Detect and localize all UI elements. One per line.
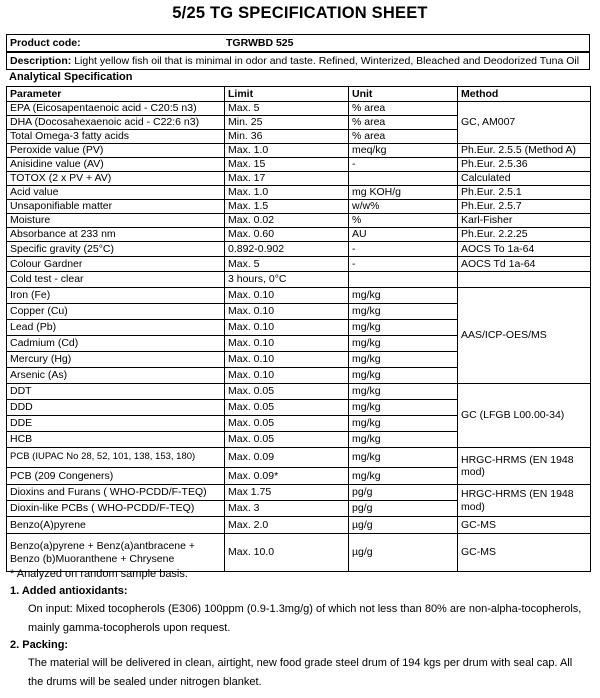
- description-row: [6, 52, 590, 70]
- col-header: Limit: [225, 87, 349, 102]
- limit-cell: Min. 36: [225, 130, 349, 144]
- unit-cell: w/w%: [349, 200, 458, 214]
- product-code-row: [6, 34, 590, 52]
- table-row: [7, 288, 591, 304]
- unit-cell: [349, 172, 458, 186]
- method-cell: AAS/ICP-OES/MS: [458, 288, 591, 384]
- unit-cell: mg/kg: [349, 288, 458, 304]
- unit-cell: mg/kg: [349, 352, 458, 368]
- spec-table: [6, 86, 591, 572]
- param-cell: Cold test - clear: [7, 272, 225, 288]
- unit-cell: mg/kg: [349, 304, 458, 320]
- unit-cell: -: [349, 257, 458, 272]
- limit-cell: Max. 0.60: [225, 228, 349, 242]
- table-row: [7, 158, 591, 172]
- table-row: [7, 186, 591, 200]
- unit-cell: % area: [349, 116, 458, 130]
- table-row: [7, 517, 591, 534]
- method-cell: GC-MS: [458, 534, 591, 572]
- param-cell: Dioxin-like PCBs ( WHO-PCDD/F-TEQ): [7, 501, 225, 517]
- section-heading-packing: 2. Packing:: [10, 639, 69, 651]
- limit-cell: Max. 1.0: [225, 144, 349, 158]
- table-row: [7, 102, 591, 116]
- method-cell: Ph.Eur. 2.5.36: [458, 158, 591, 172]
- limit-cell: Max. 0.10: [225, 288, 349, 304]
- method-cell: [458, 272, 591, 288]
- param-cell: Dioxins and Furans ( WHO-PCDD/F-TEQ): [7, 485, 225, 501]
- method-cell: GC (LFGB L00.00-34): [458, 384, 591, 448]
- param-cell: EPA (Eicosapentaenoic acid - C20:5 n3): [7, 102, 225, 116]
- table-row: [7, 242, 591, 257]
- unit-cell: mg/kg: [349, 400, 458, 416]
- method-cell: GC-MS: [458, 517, 591, 534]
- col-header: Unit: [349, 87, 458, 102]
- product-code-value: TGRWBD 525: [226, 37, 294, 49]
- table-row: [7, 214, 591, 228]
- param-cell: Unsaponifiable matter: [7, 200, 225, 214]
- unit-cell: µg/g: [349, 517, 458, 534]
- method-cell: HRGC-HRMS (EN 1948 mod): [458, 485, 591, 517]
- param-cell: Colour Gardner: [7, 257, 225, 272]
- limit-cell: Max. 5: [225, 102, 349, 116]
- limit-cell: Max. 0.09: [225, 448, 349, 468]
- table-row: [7, 257, 591, 272]
- method-cell: HRGC-HRMS (EN 1948 mod): [458, 448, 591, 485]
- limit-cell: Max. 1.5: [225, 200, 349, 214]
- param-cell: Iron (Fe): [7, 288, 225, 304]
- section-text-packing: The material will be delivered in clean, airtight, new food grade steel drum of 194 kgs per drum with seal cap. All the drums will be sealed under nitrogen blanket.: [28, 657, 573, 688]
- limit-cell: Max. 0.02: [225, 214, 349, 228]
- unit-cell: µg/g: [349, 534, 458, 572]
- limit-cell: Max. 0.10: [225, 304, 349, 320]
- param-cell: HCB: [7, 432, 225, 448]
- table-row: [7, 144, 591, 158]
- section-heading-antioxidants: 1. Added antioxidants:: [10, 585, 128, 597]
- limit-cell: Max. 0.09*: [225, 468, 349, 485]
- analytical-spec-title: Analytical Specification: [9, 71, 133, 83]
- unit-cell: mg/kg: [349, 336, 458, 352]
- limit-cell: Max. 17: [225, 172, 349, 186]
- unit-cell: mg/kg: [349, 468, 458, 485]
- param-cell: Anisidine value (AV): [7, 158, 225, 172]
- limit-cell: Max. 15: [225, 158, 349, 172]
- col-header: Parameter: [7, 87, 225, 102]
- param-cell: Benzo(A)pyrene: [7, 517, 225, 534]
- col-header: Method: [458, 87, 591, 102]
- table-row: [7, 448, 591, 468]
- unit-cell: mg/kg: [349, 384, 458, 400]
- param-cell: Peroxide value (PV): [7, 144, 225, 158]
- param-cell: Mercury (Hg): [7, 352, 225, 368]
- unit-cell: mg KOH/g: [349, 186, 458, 200]
- param-cell: Moisture: [7, 214, 225, 228]
- param-cell: Lead (Pb): [7, 320, 225, 336]
- limit-cell: Max. 0.05: [225, 432, 349, 448]
- unit-cell: % area: [349, 130, 458, 144]
- limit-cell: Max. 0.10: [225, 336, 349, 352]
- limit-cell: Max. 5: [225, 257, 349, 272]
- param-cell: DHA (Docosahexaenoic acid - C22:6 n3): [7, 116, 225, 130]
- param-cell: Specific gravity (25°C): [7, 242, 225, 257]
- limit-cell: Min. 25: [225, 116, 349, 130]
- param-cell: Cadmium (Cd): [7, 336, 225, 352]
- limit-cell: Max. 1.0: [225, 186, 349, 200]
- unit-cell: pg/g: [349, 501, 458, 517]
- unit-cell: -: [349, 158, 458, 172]
- unit-cell: meq/kg: [349, 144, 458, 158]
- limit-cell: Max. 0.10: [225, 368, 349, 384]
- table-row: [7, 172, 591, 186]
- unit-cell: mg/kg: [349, 320, 458, 336]
- limit-cell: Max. 3: [225, 501, 349, 517]
- param-cell: DDD: [7, 400, 225, 416]
- description-text: Light yellow fish oil that is minimal in odor and taste. Refined, Winterized, Bleached and Deodorized Tuna Oil: [74, 55, 580, 67]
- method-cell: Ph.Eur. 2.5.1: [458, 186, 591, 200]
- limit-cell: Max. 2.0: [225, 517, 349, 534]
- method-cell: Ph.Eur. 2.5.7: [458, 200, 591, 214]
- method-cell: GC, AM007: [458, 102, 591, 144]
- param-cell: DDE: [7, 416, 225, 432]
- table-row: [7, 384, 591, 400]
- param-cell: Absorbance at 233 nm: [7, 228, 225, 242]
- unit-cell: -: [349, 242, 458, 257]
- unit-cell: mg/kg: [349, 416, 458, 432]
- method-cell: Ph.Eur. 2.2.25: [458, 228, 591, 242]
- table-row: [7, 200, 591, 214]
- header-row: [7, 87, 591, 102]
- unit-cell: pg/g: [349, 485, 458, 501]
- method-cell: Karl-Fisher: [458, 214, 591, 228]
- limit-cell: Max. 0.05: [225, 400, 349, 416]
- limit-cell: Max. 0.10: [225, 352, 349, 368]
- param-cell: PCB (IUPAC No 28, 52, 101, 138, 153, 180): [7, 448, 225, 468]
- section-text-antioxidants: On input: Mixed tocopherols (E306) 100ppm (0.9-1.3mg/g) of which not less than 80% are non-alpha-tocopherols, mainly gamma-tocopherols upon request.: [28, 603, 582, 634]
- limit-cell: Max. 10.0: [225, 534, 349, 572]
- unit-cell: AU: [349, 228, 458, 242]
- param-cell: Copper (Cu): [7, 304, 225, 320]
- param-cell: Acid value: [7, 186, 225, 200]
- unit-cell: [349, 272, 458, 288]
- unit-cell: mg/kg: [349, 448, 458, 468]
- param-cell: Total Omega-3 fatty acids: [7, 130, 225, 144]
- description-label: Description:: [10, 55, 72, 67]
- unit-cell: mg/kg: [349, 432, 458, 448]
- param-cell: Benzo(a)pyrene + Benz(a)antbracene + Benzo (b)Muoranthene + Chrysene: [7, 534, 225, 572]
- param-cell: Arsenic (As): [7, 368, 225, 384]
- unit-cell: mg/kg: [349, 368, 458, 384]
- unit-cell: % area: [349, 102, 458, 116]
- param-cell: TOTOX (2 x PV + AV): [7, 172, 225, 186]
- limit-cell: Max. 0.05: [225, 416, 349, 432]
- table-row: [7, 228, 591, 242]
- method-cell: Calculated: [458, 172, 591, 186]
- page-title: 5/25 TG SPECIFICATION SHEET: [172, 4, 428, 22]
- method-cell: Ph.Eur. 2.5.5 (Method A): [458, 144, 591, 158]
- table-row: [7, 272, 591, 288]
- limit-cell: Max. 0.10: [225, 320, 349, 336]
- unit-cell: %: [349, 214, 458, 228]
- table-row: [7, 534, 591, 572]
- limit-cell: Max 1.75: [225, 485, 349, 501]
- product-code-label: Product code:: [10, 37, 81, 49]
- method-cell: AOCS To 1a-64: [458, 242, 591, 257]
- table-row: [7, 485, 591, 501]
- param-cell: PCB (209 Congeners): [7, 468, 225, 485]
- limit-cell: 0.892-0.902: [225, 242, 349, 257]
- method-cell: AOCS Td 1a-64: [458, 257, 591, 272]
- param-cell: DDT: [7, 384, 225, 400]
- limit-cell: 3 hours, 0°C: [225, 272, 349, 288]
- footnote: * Analyzed on random sample basis.: [10, 568, 188, 580]
- limit-cell: Max. 0.05: [225, 384, 349, 400]
